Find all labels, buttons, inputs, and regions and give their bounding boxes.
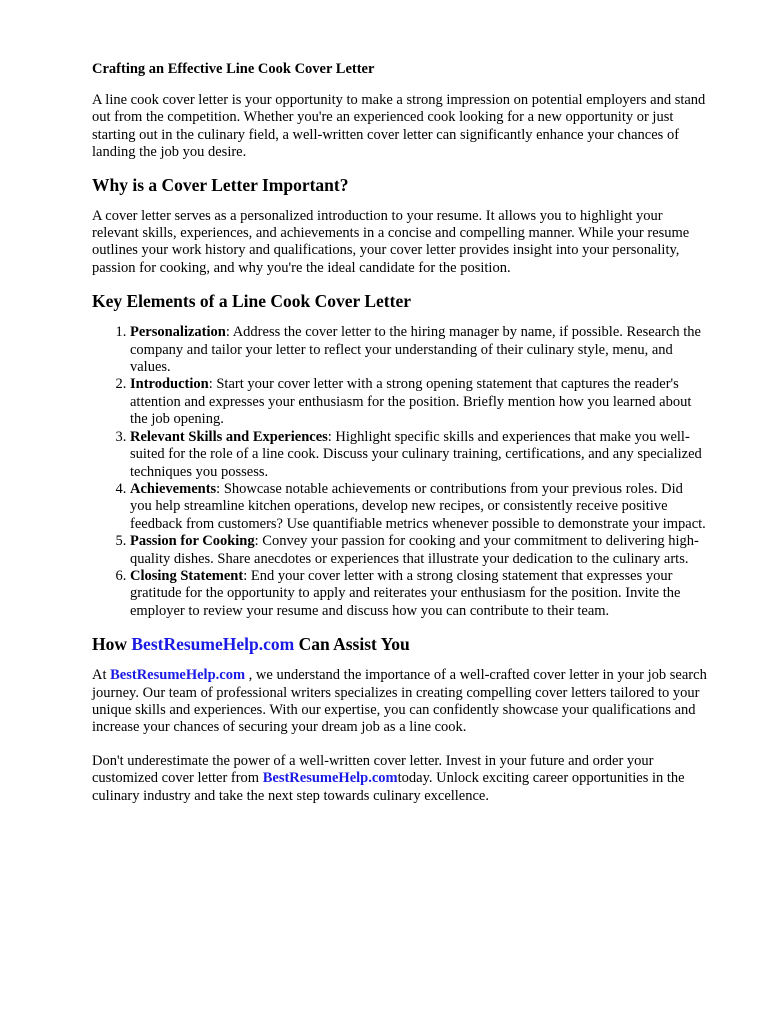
list-item-text: : Convey your passion for cooking and your commitment to delivering high-quality dishes. Share anecdotes or experiences that illustrate your dedication to the culinary arts.	[130, 533, 699, 567]
closing-site-link[interactable]: BestResumeHelp.com	[262, 770, 398, 787]
list-item	[130, 324, 708, 376]
list-item	[130, 568, 708, 620]
paragraph-text-before: Don't underestimate the power of a well-written cover letter. Invest in your future and order your customized cover letter from	[92, 752, 654, 787]
list-item-text: : Showcase notable achievements or contributions from your previous roles. Did you help streamline kitchen operations, develop new recipes, or consistently receive positive feedback from customers? Use quantifiable metrics whenever possible to demonstrate your impact.	[130, 480, 706, 532]
section-heading-importance: Why is a Cover Letter Important?	[92, 174, 349, 195]
list-item	[130, 533, 708, 568]
list-item	[130, 376, 708, 428]
heading-text-before: How	[92, 634, 132, 655]
assist-paragraph	[92, 667, 708, 737]
list-item-text: : End your cover letter with a strong closing statement that expresses your gratitude for the opportunity to apply and reiterates your enthusiasm for the position. Invite the employer to review your resume and discuss how you can contribute to their team.	[130, 567, 681, 619]
list-item-term: Passion for Cooking	[130, 533, 255, 550]
heading-site-link[interactable]: BestResumeHelp.com	[131, 634, 295, 655]
document-title: Crafting an Effective Line Cook Cover Letter	[92, 61, 375, 77]
list-item-text: : Highlight specific skills and experiences that make you well-suited for the role of a line cook. Discuss your culinary training, certifications, and any specialized techniques you possess.	[130, 428, 702, 480]
paragraph-text-before: At	[92, 667, 111, 684]
intro-paragraph: A line cook cover letter is your opportunity to make a strong impression on potential employers and stand out from the competition. Whether you're an experienced cook looking for a new opportunity or just starting out in the culinary field, a well-written cover letter can significantly enhance your chances of landing the job you desire.	[92, 92, 706, 161]
list-item	[130, 429, 708, 481]
list-item	[130, 481, 708, 533]
section-heading-key-elements: Key Elements of a Line Cook Cover Letter	[92, 291, 411, 312]
paragraph-text-after: , we understand the importance of a well-crafted cover letter in your job search journey. Our team of professional writers specializes in creating compelling cover letters tailored to your unique skills and experiences. With our expertise, you can confidently showcase your qualifications and increase your chances of securing your dream job as a line cook.	[92, 667, 707, 736]
paragraph-text-after: today. Unlock exciting career opportunities in the culinary industry and take the next step towards culinary excellence.	[92, 770, 685, 804]
list-item-term: Relevant Skills and Experiences	[130, 428, 328, 445]
section-heading-assist	[92, 633, 708, 655]
key-elements-list	[92, 324, 708, 620]
list-item-text: : Start your cover letter with a strong opening statement that captures the reader's attention and expresses your enthusiasm for the position. Briefly mention how you learned about the job opening.	[130, 376, 692, 428]
list-item-term: Achievements	[130, 480, 217, 497]
closing-paragraph	[92, 753, 708, 805]
list-item-text: : Address the cover letter to the hiring manager by name, if possible. Research the company and tailor your letter to reflect your understanding of their culinary style, menu, and values.	[130, 324, 701, 376]
list-item-term: Personalization	[130, 324, 226, 341]
list-item-term: Introduction	[130, 376, 209, 393]
heading-text-after: Can Assist You	[294, 634, 410, 655]
assist-site-link[interactable]: BestResumeHelp.com	[110, 667, 246, 684]
list-item-term: Closing Statement	[130, 567, 244, 584]
importance-paragraph: A cover letter serves as a personalized introduction to your resume. It allows you to highlight your relevant skills, experiences, and achievements in a concise and compelling manner. While your resume outlines your work history and qualifications, your cover letter provides insight into your personality, passion for cooking, and why you're the ideal candidate for the position.	[92, 207, 690, 276]
